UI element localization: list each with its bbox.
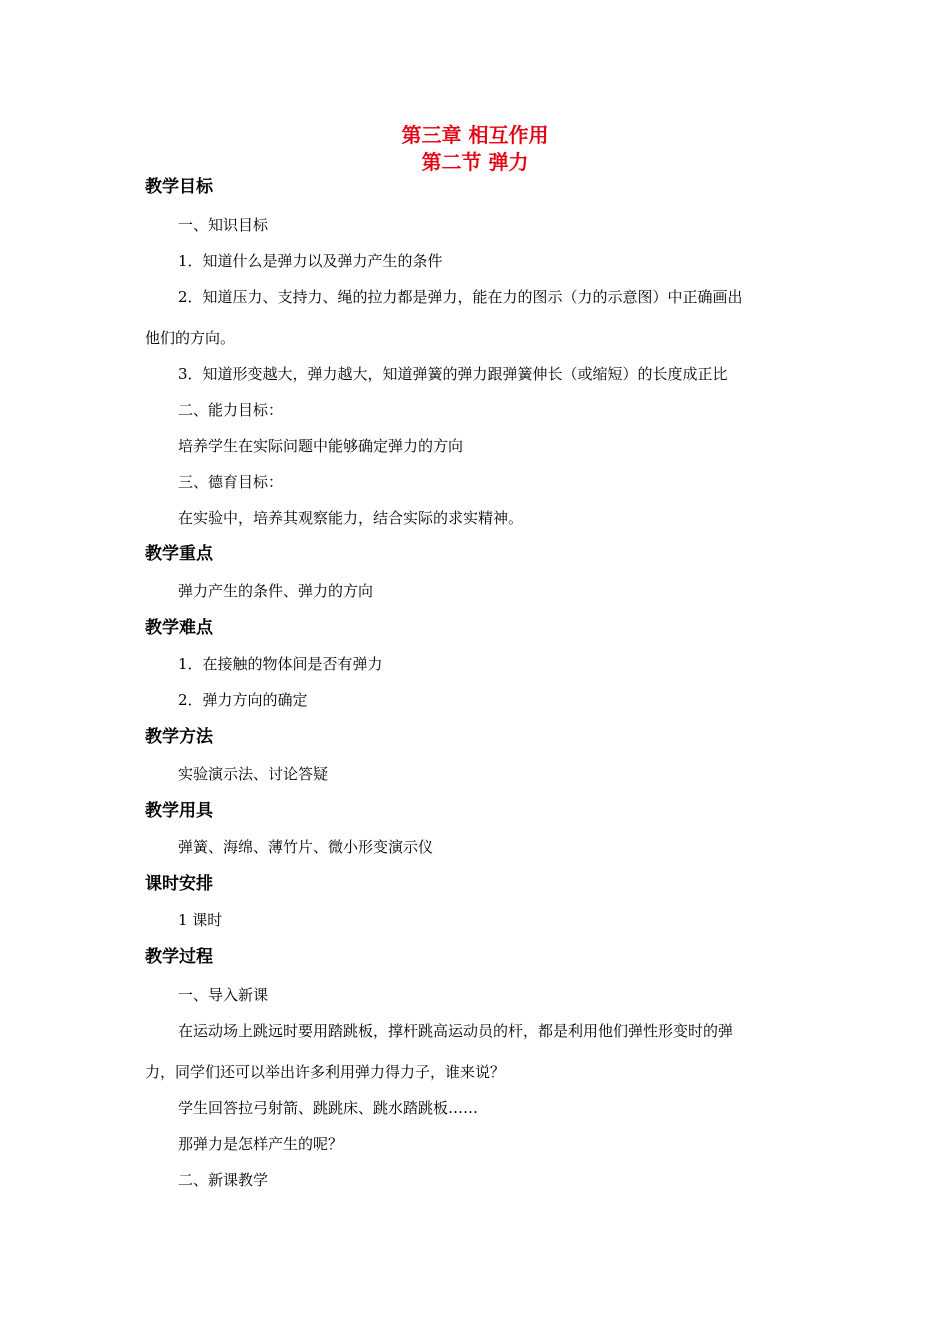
difficulty-item-1: 1．在接触的物体间是否有弹力 (178, 655, 383, 673)
heading-schedule: 课时安排 (145, 874, 213, 894)
heading-methods: 教学方法 (145, 727, 213, 747)
key-points-text: 弹力产生的条件、弹力的方向 (178, 582, 374, 600)
new-lesson-label: 二、新课教学 (178, 1171, 269, 1189)
moral-text: 在实验中，培养其观察能力，结合实际的求实精神。 (178, 509, 524, 527)
tools-text: 弹簧、海绵、薄竹片、微小形变演示仪 (178, 838, 434, 856)
intro-text-line2: 力，同学们还可以举出许多利用弹力得力子，谁来说？ (145, 1063, 506, 1081)
section-title: 第二节 弹力 (421, 150, 529, 174)
question-text: 那弹力是怎样产生的呢？ (178, 1135, 344, 1153)
knowledge-label: 一、知识目标 (178, 216, 269, 234)
intro-text-line1: 在运动场上跳远时要用踏跳板，撑杆跳高运动员的杆，都是利用他们弹性形变时的弹 (178, 1022, 734, 1040)
knowledge-item-2-line2: 他们的方向。 (145, 329, 236, 347)
heading-objectives: 教学目标 (145, 177, 213, 197)
knowledge-item-3: 3．知道形变越大，弹力越大，知道弹簧的弹力跟弹簧伸长（或缩短）的长度成正比 (178, 365, 728, 383)
heading-difficulties: 教学难点 (145, 618, 213, 638)
student-answer: 学生回答拉弓射箭、跳跳床、跳水踏跳板…… (178, 1099, 479, 1117)
heading-tools: 教学用具 (145, 801, 213, 821)
ability-text: 培养学生在实际问题中能够确定弹力的方向 (178, 437, 464, 455)
heading-process: 教学过程 (145, 947, 213, 967)
chapter-title: 第三章 相互作用 (401, 123, 549, 147)
schedule-text: 1 课时 (178, 911, 223, 929)
moral-label: 三、德育目标： (178, 473, 284, 491)
methods-text: 实验演示法、讨论答疑 (178, 765, 329, 783)
ability-label: 二、能力目标： (178, 401, 284, 419)
heading-key-points: 教学重点 (145, 544, 213, 564)
difficulty-item-2: 2．弹力方向的确定 (178, 691, 308, 709)
knowledge-item-1: 1．知道什么是弹力以及弹力产生的条件 (178, 252, 443, 270)
knowledge-item-2-line1: 2．知道压力、支持力、绳的拉力都是弹力，能在力的图示（力的示意图）中正确画出 (178, 288, 743, 306)
intro-label: 一、导入新课 (178, 986, 269, 1004)
